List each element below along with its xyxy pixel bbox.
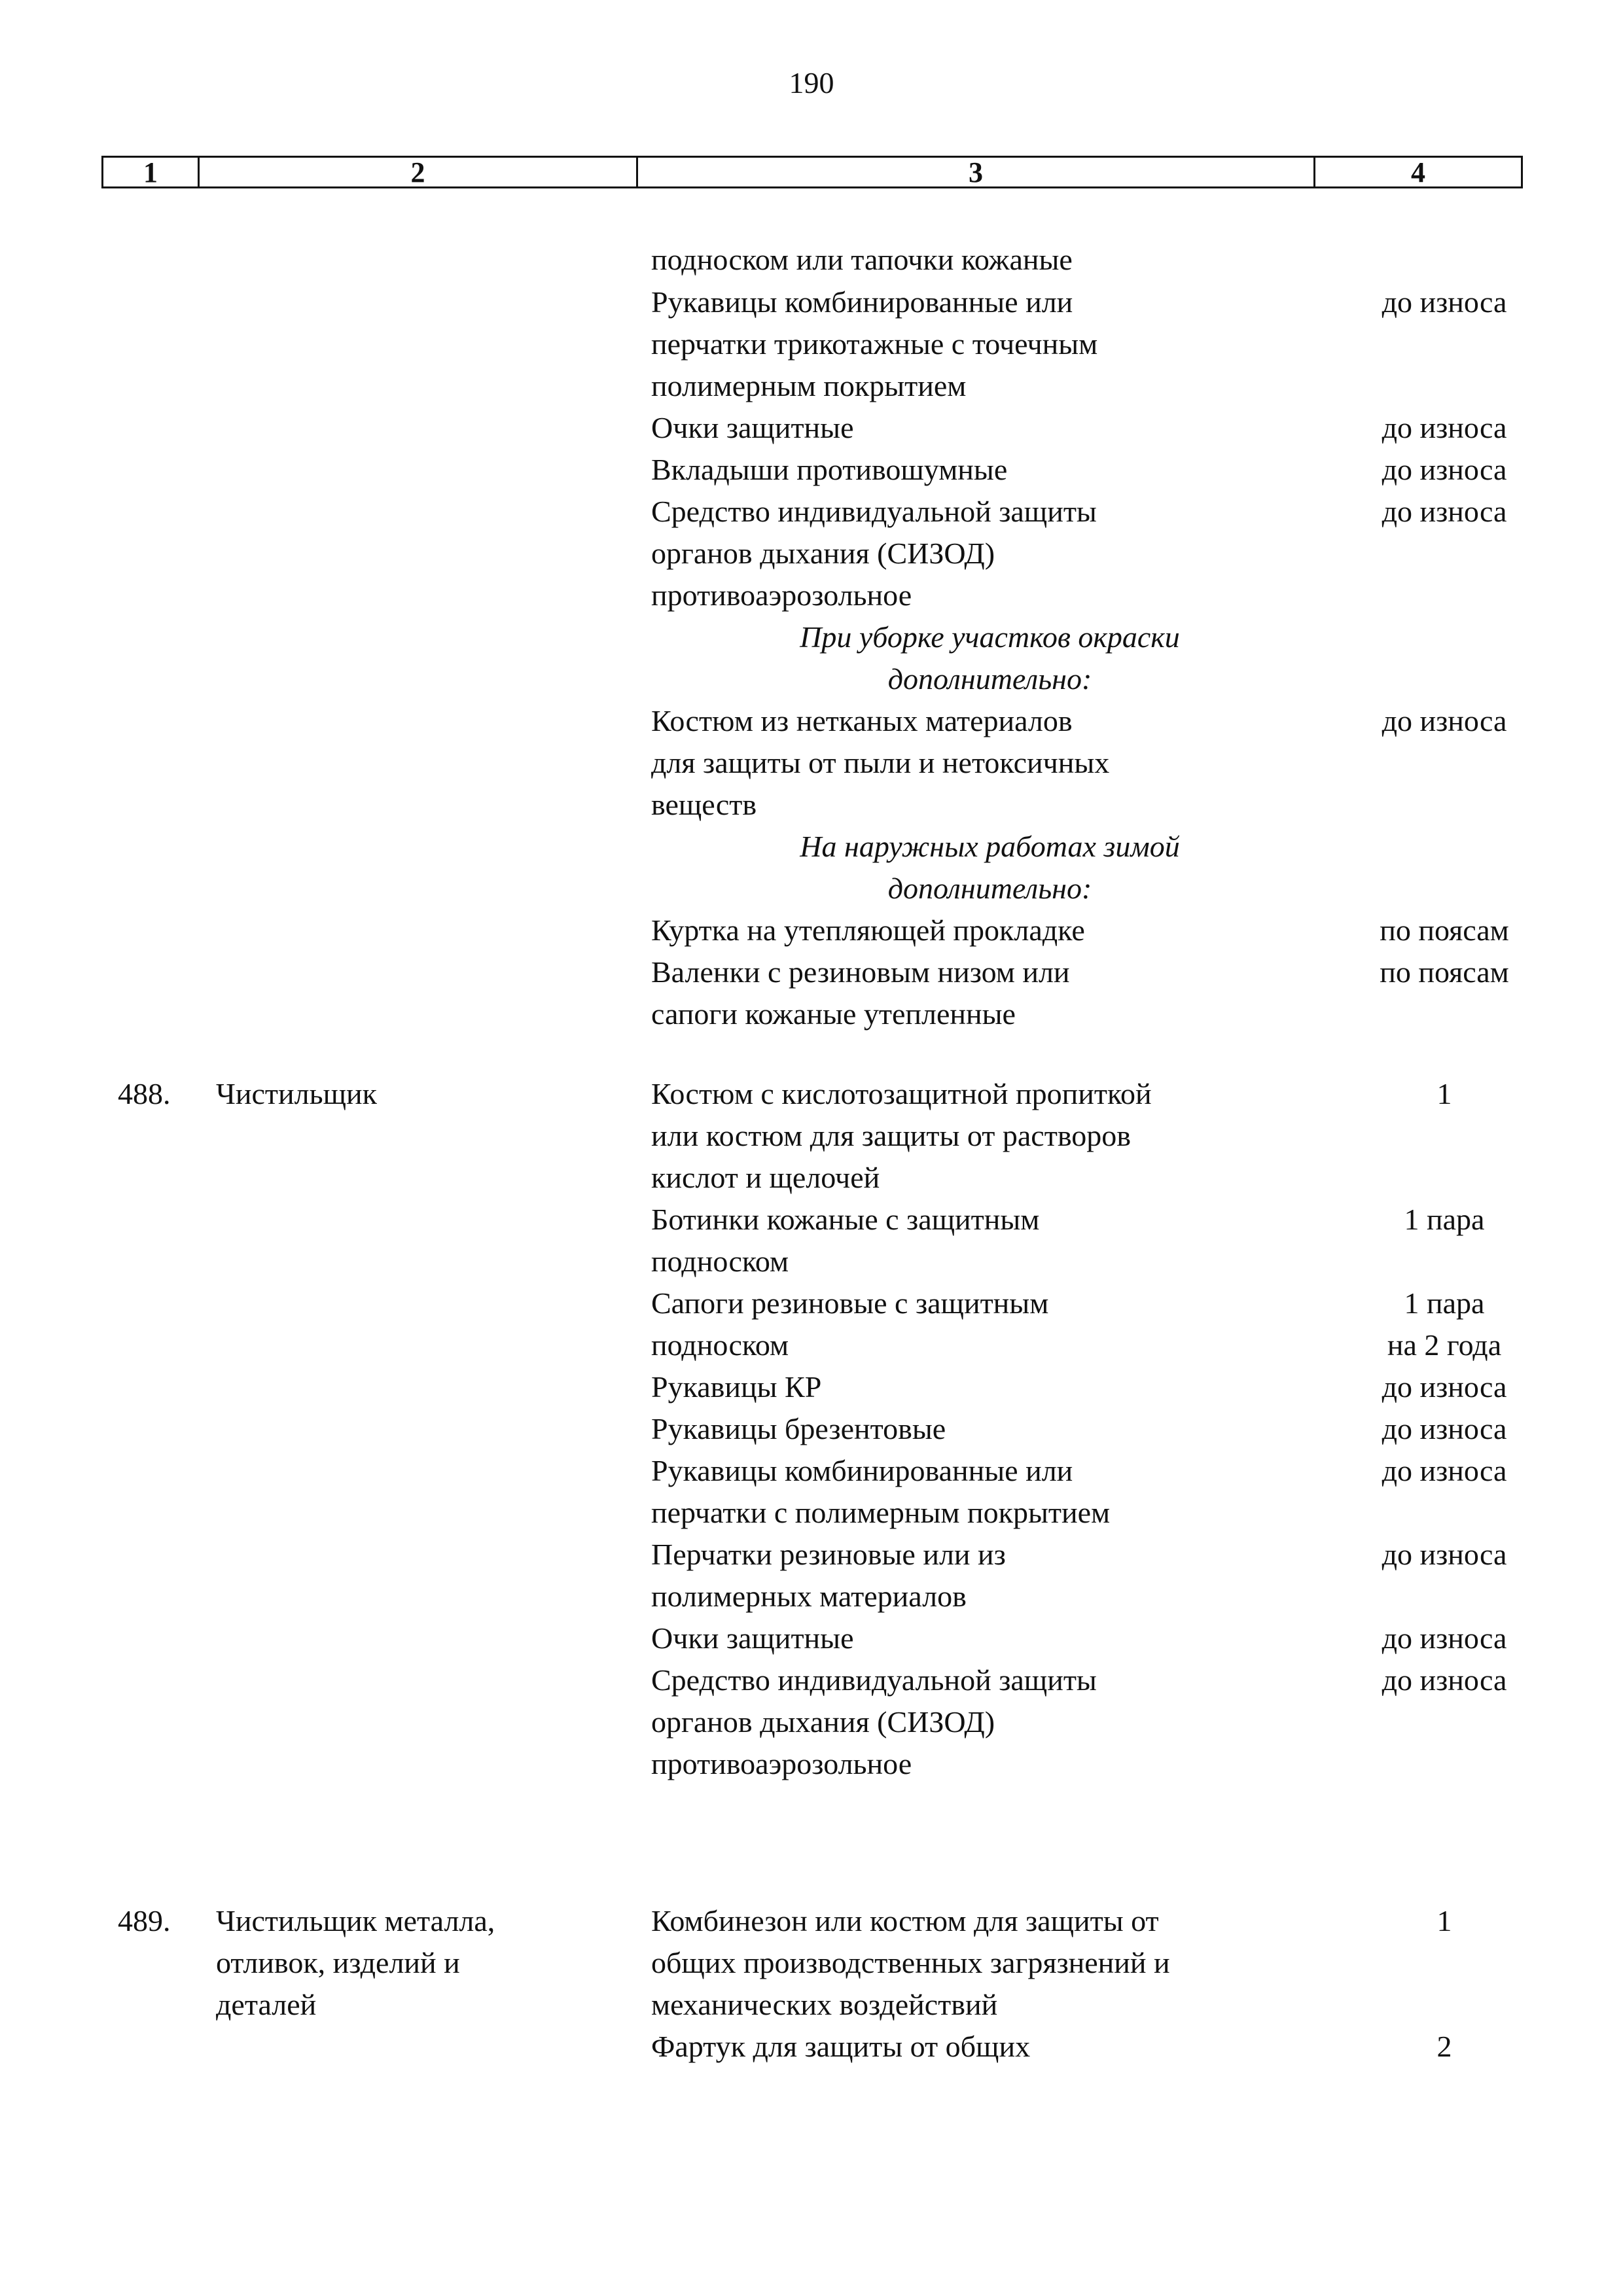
entry-number: 488.	[118, 1077, 171, 1110]
item-text: общих производственных загрязнений и	[651, 1946, 1170, 1979]
item-text: Костюм с кислотозащитной пропиткой	[651, 1077, 1152, 1110]
item-norm: до износа	[1382, 1454, 1507, 1487]
section-heading: дополнительно:	[887, 872, 1092, 905]
item-text: противоаэрозольное	[651, 1747, 912, 1780]
item-norm: до износа	[1382, 1370, 1507, 1404]
item-text: органов дыхания (СИЗОД)	[651, 1705, 995, 1739]
item-norm: 2	[1436, 2030, 1452, 2063]
item-text: или костюм для защиты от растворов	[651, 1119, 1131, 1152]
item-norm: 1 пара	[1404, 1203, 1485, 1236]
profession-name: Чистильщик металла,	[216, 1904, 495, 1937]
item-text: Рукавицы комбинированные или	[651, 285, 1073, 319]
section-heading: На наружных работах зимой	[800, 830, 1180, 863]
column-header-4: 4	[1411, 156, 1425, 188]
item-norm: до износа	[1382, 285, 1507, 319]
item-norm: до износа	[1382, 1663, 1507, 1697]
section-heading: При уборке участков окраски	[800, 620, 1180, 654]
item-text: противоаэрозольное	[651, 578, 912, 612]
item-text: Рукавицы брезентовые	[651, 1412, 946, 1445]
item-norm: 1 пара	[1404, 1286, 1485, 1320]
profession-name: деталей	[216, 1988, 317, 2021]
item-norm: по поясам	[1380, 913, 1509, 947]
column-header-2: 2	[200, 158, 638, 186]
item-text: полимерным покрытием	[651, 369, 967, 402]
item-norm: до износа	[1382, 495, 1507, 528]
item-text: веществ	[651, 788, 757, 821]
item-norm: до износа	[1382, 1621, 1507, 1655]
item-text: Ботинки кожаные с защитным	[651, 1203, 1040, 1236]
entry-number: 489.	[118, 1904, 171, 1937]
profession-name: отливок, изделий и	[216, 1946, 460, 1979]
profession-name: Чистильщик	[216, 1077, 377, 1110]
item-text: органов дыхания (СИЗОД)	[651, 537, 995, 570]
item-text: Вкладыши противошумные	[651, 453, 1008, 486]
item-norm: 1	[1436, 1904, 1452, 1937]
item-text: Очки защитные	[651, 1621, 854, 1655]
item-text: механических воздействий	[651, 1988, 998, 2021]
item-text: Средство индивидуальной защиты	[651, 495, 1097, 528]
item-norm: до износа	[1382, 704, 1507, 737]
item-text: подноском	[651, 1328, 789, 1362]
item-text: Рукавицы комбинированные или	[651, 1454, 1073, 1487]
column-header-1: 1	[103, 158, 200, 186]
item-text: подноском или тапочки кожаные	[651, 243, 1073, 276]
page-number: 190	[789, 66, 834, 99]
item-text: Валенки с резиновым низом или	[651, 955, 1070, 989]
table-header-row	[101, 156, 1523, 188]
item-text: Очки защитные	[651, 411, 854, 444]
item-text: Средство индивидуальной защиты	[651, 1663, 1097, 1697]
item-norm: по поясам	[1380, 955, 1509, 989]
item-text: для защиты от пыли и нетоксичных	[651, 746, 1110, 779]
item-text: перчатки трикотажные с точечным	[651, 327, 1098, 361]
item-norm: до износа	[1382, 1538, 1507, 1571]
item-text: Рукавицы КР	[651, 1370, 822, 1404]
item-text: Фартук для защиты от общих	[651, 2030, 1031, 2063]
item-text: кислот и щелочей	[651, 1161, 880, 1194]
item-text: Перчатки резиновые или из	[651, 1538, 1006, 1571]
item-text: сапоги кожаные утепленные	[651, 997, 1016, 1031]
section-heading: дополнительно:	[887, 662, 1092, 696]
item-text: Сапоги резиновые с защитным	[651, 1286, 1049, 1320]
item-text: подноском	[651, 1245, 789, 1278]
item-norm: до износа	[1382, 1412, 1507, 1445]
item-text: перчатки с полимерным покрытием	[651, 1496, 1111, 1529]
item-norm: 1	[1436, 1077, 1452, 1110]
item-text: Костюм из нетканых материалов	[651, 704, 1073, 737]
item-norm: на 2 года	[1387, 1328, 1502, 1362]
item-norm: до износа	[1382, 453, 1507, 486]
item-text: полимерных материалов	[651, 1580, 967, 1613]
item-text: Куртка на утепляющей прокладке	[651, 913, 1085, 947]
item-norm: до износа	[1382, 411, 1507, 444]
column-header-3: 3	[638, 158, 1315, 186]
item-text: Комбинезон или костюм для защиты от	[651, 1904, 1159, 1937]
